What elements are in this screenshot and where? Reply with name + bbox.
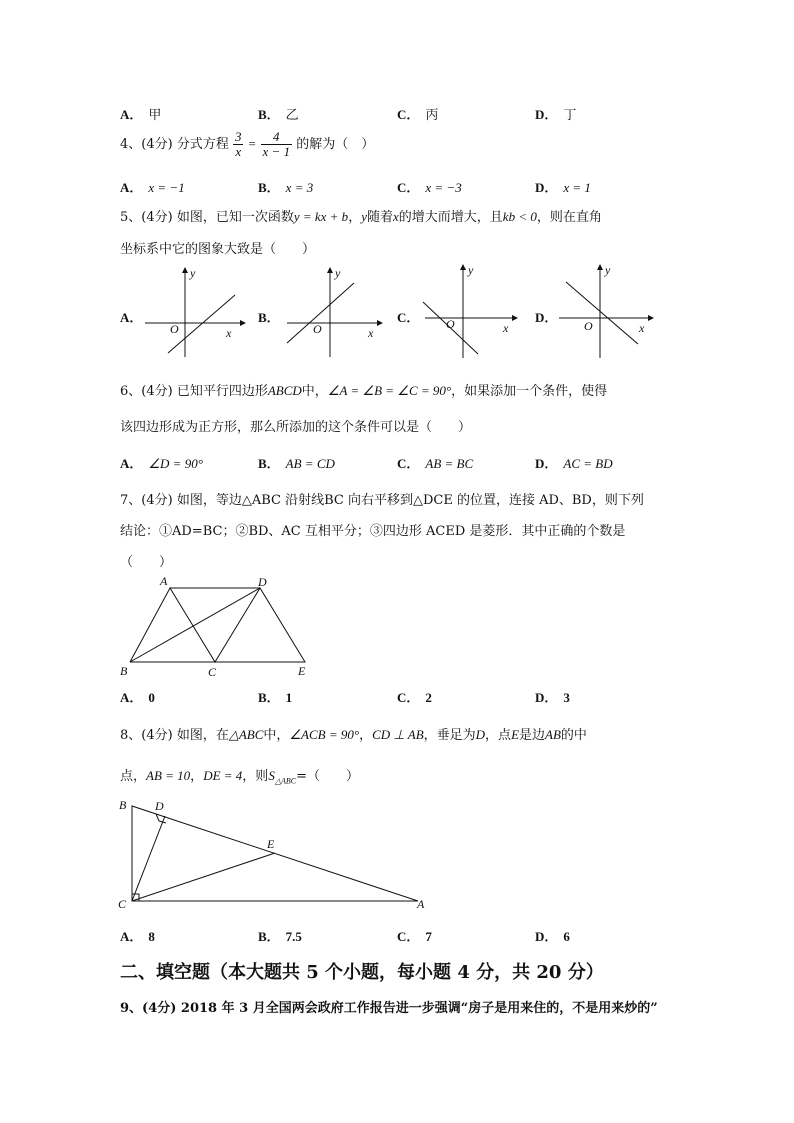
q5-graph-d <box>556 262 666 360</box>
svg-text:B: B <box>120 664 128 678</box>
q4-option-d[interactable]: D． x = 1 <box>535 180 591 195</box>
q3-option-b[interactable]: B． 乙 <box>258 107 299 123</box>
q6-option-d[interactable]: D． AC = BD <box>535 456 613 471</box>
q9-stem: 9、(4分) 2018 年 3 月全国两会政府工作报告进一步强调“房子是用来住的，不是用来炒的” <box>120 1001 658 1016</box>
svg-text:x: x <box>639 321 645 335</box>
q4-option-a[interactable]: A． x = −1 <box>120 180 185 195</box>
q5-option-c[interactable]: C． <box>397 310 420 325</box>
q6-option-a[interactable]: A． ∠D = 90° <box>120 456 203 471</box>
svg-text:A: A <box>160 574 168 588</box>
q6-option-c[interactable]: C． AB = BC <box>397 456 474 471</box>
q4-lhs-fraction: $\frac{3}{x}$ <box>234 129 242 159</box>
svg-text:C: C <box>118 897 127 911</box>
q7-stem-line1: 7、(4分) 如图，等边△ABC 沿射线BC 向右平移到△DCE 的位置，连接 AD、BD，则下列 <box>120 493 644 508</box>
q5-graph-c <box>420 262 530 360</box>
q8-stem-line1: 8、(4分) 如图，在△ABC中，∠ACB = 90°，CD ⊥ AB，垂足为D，点E是边AB的中 <box>120 727 587 743</box>
svg-text:y: y <box>190 266 196 280</box>
q7-option-a[interactable]: A． 0 <box>120 690 155 705</box>
svg-text:C: C <box>208 665 217 679</box>
q5-option-b[interactable]: B． <box>258 310 280 325</box>
svg-text:y: y <box>335 266 341 280</box>
svg-text:x: x <box>503 321 509 335</box>
svg-text:x: x <box>368 326 374 340</box>
svg-text:y: y <box>605 263 611 277</box>
svg-text:O: O <box>584 319 593 333</box>
q3-option-d[interactable]: D． 丁 <box>535 107 577 123</box>
q8-option-c[interactable]: C． 7 <box>397 929 432 944</box>
svg-text:B: B <box>119 798 127 812</box>
svg-text:E: E <box>267 837 275 851</box>
q5-option-d[interactable]: D． <box>535 310 558 325</box>
q6-stem-line1: 6、(4分) 已知平行四边形ABCD中，∠A = ∠B = ∠C = 90°，如果添加一个条件，使得 <box>120 383 608 399</box>
q5-graph-a <box>140 265 250 360</box>
q6-option-b[interactable]: B． AB = CD <box>258 456 335 471</box>
svg-text:D: D <box>155 799 164 813</box>
q8-figure <box>115 796 435 914</box>
q5-option-a[interactable]: A． <box>120 310 143 325</box>
q6-stem-line2: 该四边形成为正方形，那么所添加的这个条件可以是（ ） <box>120 420 472 435</box>
svg-text:O: O <box>170 322 179 336</box>
q4-option-c[interactable]: C． x = −3 <box>397 180 462 195</box>
q8-stem-line2: 点，AB = 10，DE = 4，则$S_{\triangle ABC}=$（ ） <box>120 768 359 786</box>
q7-option-d[interactable]: D． 3 <box>535 690 570 705</box>
svg-text:x: x <box>226 326 232 340</box>
q8-option-d[interactable]: D． 6 <box>535 929 570 944</box>
q3-option-c[interactable]: C． 丙 <box>397 107 439 123</box>
q5-stem-line2: 坐标系中它的图象大致是（ ） <box>120 242 316 257</box>
q7-stem-line2: 结论：①AD=BC；②BD、AC 互相平分；③四边形 ACED 是菱形．其中正确的个数是 <box>120 524 626 539</box>
q4-stem: 4、(4分) 分式方程 $\frac{3}{x}$ = $\frac{4}{x - 1}$ 的解为（ ） <box>120 129 375 159</box>
q4-rhs-fraction: $\frac{4}{x - 1}$ <box>262 129 291 159</box>
svg-text:O: O <box>446 317 455 331</box>
q7-figure <box>118 574 318 682</box>
svg-text:E: E <box>298 664 306 678</box>
q8-option-b[interactable]: B． 7.5 <box>258 929 302 944</box>
q7-option-c[interactable]: C． 2 <box>397 690 432 705</box>
q7-stem-line3: （ ） <box>120 555 173 570</box>
q4-option-b[interactable]: B． x = 3 <box>258 180 314 195</box>
q3-option-a[interactable]: A． 甲 <box>120 107 162 123</box>
q5-graph-b <box>282 265 392 360</box>
svg-text:D: D <box>258 575 267 589</box>
svg-text:A: A <box>417 897 425 911</box>
svg-text:y: y <box>468 263 474 277</box>
q5-stem-line1: 5、(4分) 如图，已知一次函数y = kx + b，y随着x的增大而增大，且kb < 0，则在直角 <box>120 209 602 225</box>
q8-option-a[interactable]: A． 8 <box>120 929 155 944</box>
svg-text:O: O <box>313 322 322 336</box>
q7-option-b[interactable]: B． 1 <box>258 690 293 705</box>
section-heading-fill-blank: 二、填空题（本大题共 5 个小题，每小题 4 分，共 20 分） <box>120 962 604 983</box>
